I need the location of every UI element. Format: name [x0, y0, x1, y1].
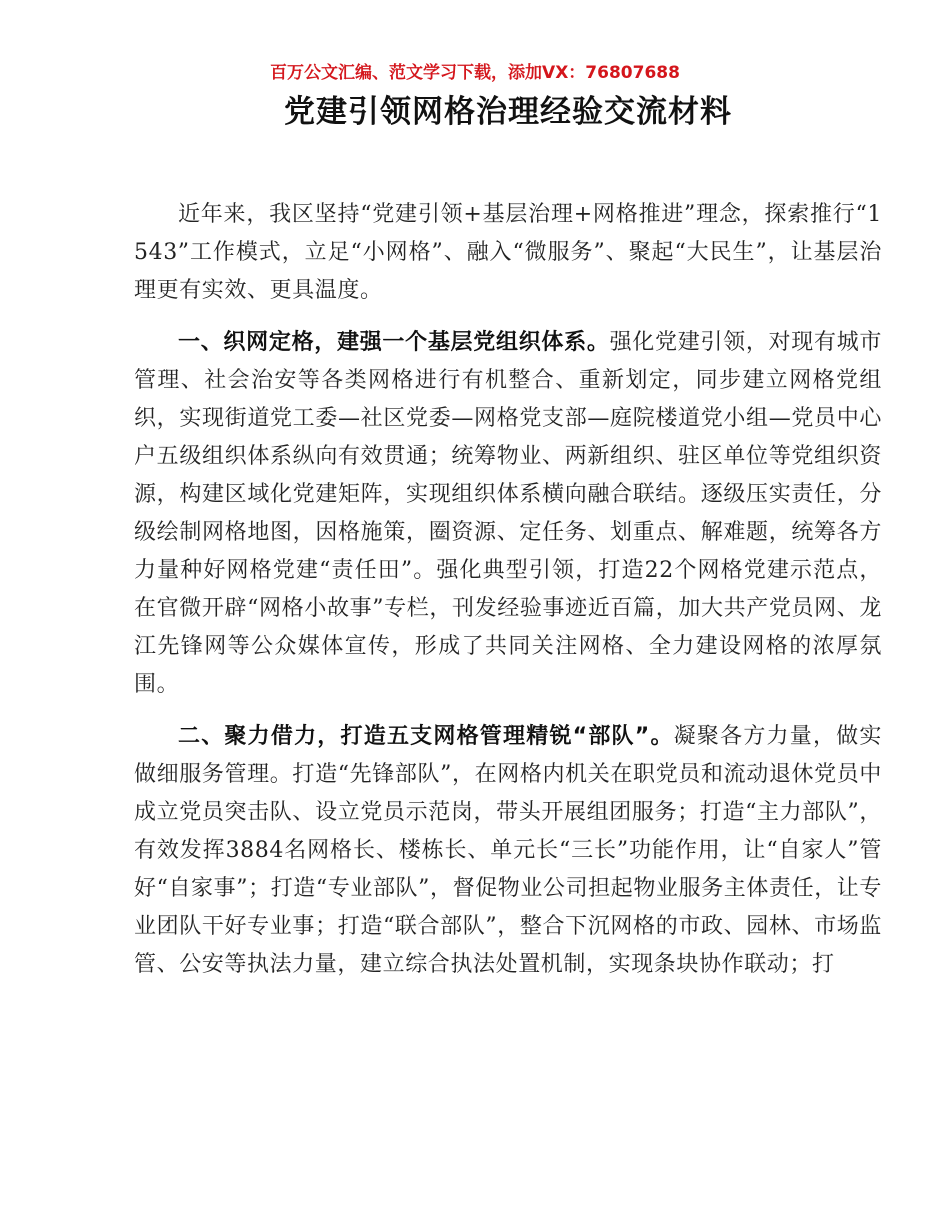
paragraph-section-1	[134, 324, 882, 704]
document-title: 党建引领网格治理经验交流材料	[284, 94, 732, 130]
section-heading-1: 一、织网定格，建强一个基层党组织体系。	[178, 330, 610, 355]
paragraph-text: 凝聚各方力量，做实做细服务管理。打造“先锋部队”，在网格内机关在职党员和流动退休党员中成立党员突击队、设立党员示范岗，带头开展组团服务；打造“主力部队”，有效发挥3884名网格长、楼栋长、单元长“三长”功能作用，让“自家人”管好“自家事”；打造“专业部队”，督促物业公司担起物业服务主体责任，让专业团队干好专业事；打造“联合部队”，整合下沉网格的市政、园林、市场监管、公安等执法力量，建立综合执法处置机制，实现条块协作联动；打	[134, 724, 882, 977]
paragraph-intro	[134, 196, 882, 310]
paragraph-text: 强化党建引领，对现有城市管理、社会治安等各类网格进行有机整合、重新划定，同步建立网格党组织，实现街道党工委—社区党委—网格党支部—庭院楼道党小组—党员中心户五级组织体系纵向有效贯通；统筹物业、两新组织、驻区单位等党组织资源，构建区域化党建矩阵，实现组织体系横向融合联结。逐级压实责任，分级绘制网格地图，因格施策，圈资源、定任务、划重点、解难题，统筹各方力量种好网格党建“责任田”。强化典型引领，打造22个网格党建示范点，在官微开辟“网格小故事”专栏，刊发经验事迹近百篇，加大共产党员网、龙江先锋网等公众媒体宣传，形成了共同关注网格、全力建设网格的浓厚氛围。	[134, 330, 883, 697]
document-body	[134, 196, 882, 998]
paragraph-section-2	[134, 718, 882, 984]
watermark-banner: 百万公文汇编、范文学习下载，添加VX：76807688	[270, 63, 680, 83]
paragraph-text: 近年来，我区坚持“党建引领+基层治理+网格推进”理念，探索推行“1543”工作模式，立足“小网格”、融入“微服务”、聚起“大民生”，让基层治理更有实效、更具温度。	[134, 202, 882, 303]
section-heading-2: 二、聚力借力，打造五支网格管理精锐“部队”。	[178, 724, 674, 749]
